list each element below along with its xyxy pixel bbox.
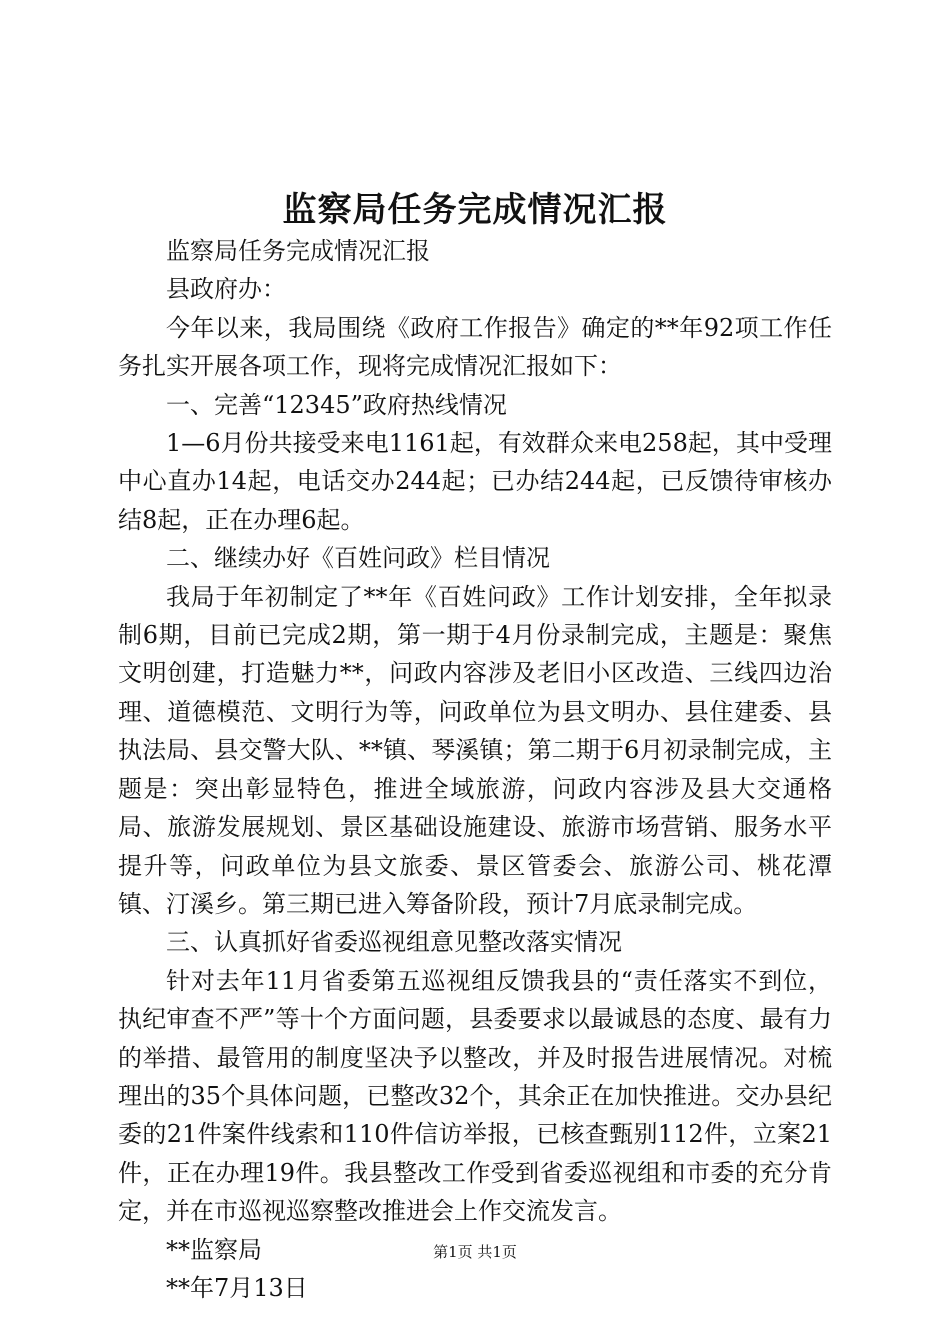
document-title: 监察局任务完成情况汇报 <box>282 190 668 230</box>
paragraph-hotline: 1—6月份共接受来电1161起，有效群众来电258起，其中受理中心直办14起，电话交办244起；已办结244起，已反馈待审核办结8起，正在办理6起。 <box>118 429 832 534</box>
paragraph-intro: 今年以来，我局围绕《政府工作报告》确定的**年92项工作任务扎实开展各项工作，现将完成情况汇报如下： <box>118 313 832 381</box>
page-footer: 第1页 共1页 <box>433 1243 517 1261</box>
paragraph-heading-repeat: 监察局任务完成情况汇报 <box>166 237 430 265</box>
paragraph-inspection-rectification: 针对去年11月省委第五巡视组反馈我县的“责任落实不到位，执纪审查不严”等十个方面问题，县委要求以最诚恳的态度、最有力的举措、最管用的制度坚决予以整改，并及时报告进展情况。对梳理出的35个具体问题，已整改32个，其余正在加快推进。交办县纪委的21件案件线索和110件信访举报，已核查甄别112件，立案21件，正在办理19件。我县整改工作受到省委巡视组和市委的充分肯定，并在市巡视巡察整改推进会上作交流发言。 <box>118 966 832 1226</box>
section-heading-inspection-rectification: 三、认真抓好省委巡视组意见整改落实情况 <box>166 928 622 957</box>
section-heading-hotline: 一、完善“12345”政府热线情况 <box>166 390 507 419</box>
document-body <box>118 232 832 1307</box>
paragraph-recipient: 县政府办： <box>166 275 286 304</box>
paragraph-baixing-wenzheng: 我局于年初制定了**年《百姓问政》工作计划安排，全年拟录制6期，目前已完成2期，第一期于4月份录制完成，主题是：聚焦文明创建，打造魅力**，问政内容涉及老旧小区改造、三线四边治理、道德模范、文明行为等，问政单位为县文明办、县住建委、县执法局、县交警大队、**镇、琴溪镇；第二期于6月初录制完成，主题是：突出彰显特色，推进全域旅游，问政内容涉及县大交通格局、旅游发展规划、景区基础设施建设、旅游市场营销、服务水平提升等，问政单位为县文旅委、景区管委会、旅游公司、桃花潭镇、汀溪乡。第三期已进入筹备阶段，预计7月底录制完成。 <box>118 582 832 918</box>
section-heading-baixing-wenzheng: 二、继续办好《百姓问政》栏目情况 <box>166 544 550 573</box>
signature-date: **年7月13日 <box>166 1273 308 1302</box>
signature-organization: **监察局 <box>166 1235 262 1264</box>
